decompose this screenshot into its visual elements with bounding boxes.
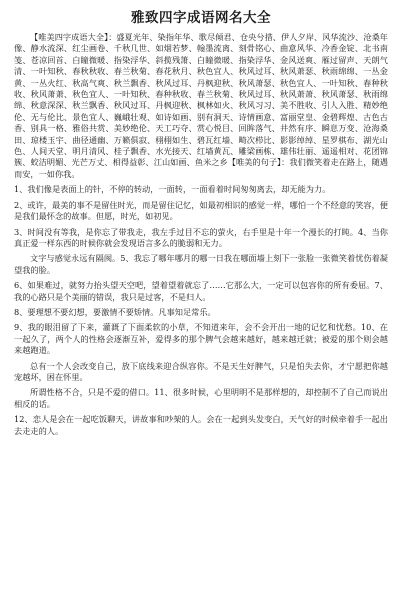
document-title: 雅致四字成语网名大全 [131, 10, 271, 26]
paragraph-10: 12、恋人是会在一起吃饭聊天，讲故事和吵架的人。会在一起到头发变白，天气好的时候牵着手一起出去走走的人。 [14, 414, 388, 436]
paragraph-6: 8、要理想不要幻想，要激情不要矫情。凡事知足常乐。 [14, 306, 216, 317]
paragraph-8: 总有一个人会改变自己，放下底线来迎合纵容你。不是天生好脾气，只是怕失去你，才宁愿把你越宠越坏，困在怀里。 [14, 360, 388, 382]
paragraph-9: 所谓性格不合，只是不爱的借口。11、很多时候，心里明明不是那样想的，却控制不了自己而说出相反的话。 [14, 387, 388, 409]
paragraph-1: 1、我们像是表面上的针，不停的转动，一面转，一面看着时间匆匆离去，却无能为力。 [14, 184, 331, 195]
paragraph-7: 9、我的眼泪留了下来，灌溉了下面柔软的小草，不知道来年，会不会开出一地的记忆和忧愁。10、在一起久了，两个人的性格会逐渐互补，爱得多的那个脾气会越来越好，越来越迁就；被爱的那个则会越来越跑道。 [14, 322, 388, 356]
intro-paragraph: 【唯美四字成语大全】：盛夏光年、染指年华、歌尽倾君、仓央兮措、伊人夕岸、风华流沙、沧桑年像、静水流深、红尘画卷、千秋几世、如烟若梦、翰墨流离、刻骨铭心、曲意风华、冷香金锭、北书南笺、苍凉回首、白瞳微暖、指染浮华、斜揽残箫、白瞳微暖、指染浮华、金风送爽、雁过留声、天朗气清、一叶知秋、春秋秋收、春兰秋菊、春花秋月、秋色宜人、秋风过耳、秋风萧瑟、秋雨绵绵、一丛金黄、一丛火红、秋高气爽、秋兰飘香、秋风过耳、丹枫迎秋、秋风萧瑟、秋色宜人、一叶知秋、春种秋收、秋风萧萧、秋色宜人、一叶知秋、春种秋收、春兰秋菊、秋风过耳、秋风萧萧、秋风萧瑟、秋雨绵绵、秋意深深、秋兰飘香、秋风过耳、丹枫迎秋、枫林如火、秋风习习、美不胜收、引人入胜、精妙绝伦、无与伦比、景色宜人、巍峨壮观、如诗如画、别有洞天、诗情画意、富丽堂皇、金碧辉煌、古色古香、别具一格、雅俗共赏、美妙绝伦、天工巧夺、赏心悦目、回眸落气、井然有序、瞬息万变、沧海桑田、琼楼玉宇、曲径通幽、万籁俱寂、栩栩如生、碧瓦红墙、畸次栉比、影影绰绰、星罗棋布、湖光山色、人间天堂、明月清风、桂子飘香、水光接天、红墙黄瓦、雕梁画栋、雄伟壮丽、遥遥相对、花团锦簇、蛟洁明媚、光芒万丈、相得益彰、江山如画、鱼米之乡【唯美的句子】：我们微笑着走在路上，随遇而安，一如你我。 [14, 32, 388, 179]
paragraph-3: 3、时间没有等我，是你忘了带我走，我左手过目不忘的萤火，右手里是十年一个漫长的打盹。4、当你真正爱一样东西的时候你就会发现语言多么的脆弱和无力。 [14, 226, 388, 248]
paragraph-4: 文字与感觉永远有隔阂。5、我忘了哪年哪月的哪一日我在哪面墙上刻下一张脸一张微笑着忧伤着凝望我的脸。 [14, 253, 388, 275]
paragraph-2: 2、或许，最美的事不是留住时光，而是留住记忆，如最初相识的感觉一样，哪怕一个不经意的笑容，便是我们最怀念的故事。但愿，时光，如初见。 [14, 199, 388, 222]
paragraph-5: 6、如果难过，就努力抬头望天空吧，望着望着就忘了……它那么大，一定可以包容你的所有委屈。7、我的心路只是个美丽的错误，我只是过客，不是归人。 [14, 280, 388, 302]
